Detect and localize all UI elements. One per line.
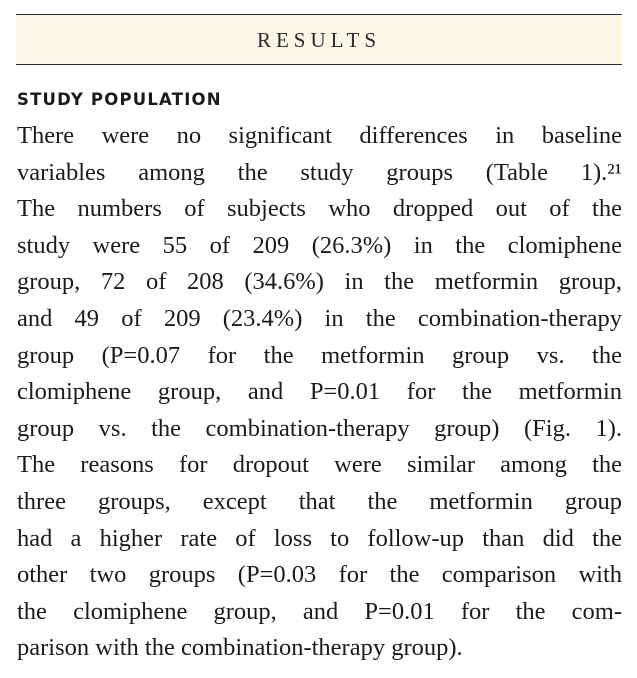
paragraph-line: three groups, except that the metformin group xyxy=(17,487,622,515)
paragraph-line: study were 55 of 209 (26.3%) in the clomiphene xyxy=(17,231,622,259)
paragraph-line: The numbers of subjects who dropped out of the xyxy=(17,195,622,223)
paragraph-line: other two groups (P=0.03 for the comparison with xyxy=(17,561,622,589)
results-banner xyxy=(16,14,622,65)
paragraph-line: parison with the combination-therapy group). xyxy=(17,634,463,662)
paragraph xyxy=(17,118,622,667)
paragraph-line: and 49 of 209 (23.4%) in the combination-therapy xyxy=(17,304,622,332)
paragraph-line: group, 72 of 208 (34.6%) in the metformin group, xyxy=(17,268,622,296)
paragraph-line: had a higher rate of loss to follow-up than did the xyxy=(17,524,622,552)
paragraph-line: There were no significant differences in baseline xyxy=(17,122,622,149)
results-title: RESULTS xyxy=(256,28,382,52)
paragraph-line: clomiphene group, and P=0.01 for the metformin xyxy=(17,378,622,406)
paragraph-line: group (P=0.07 for the metformin group vs. the xyxy=(17,341,622,369)
paragraph-line: The reasons for dropout were similar among the xyxy=(17,451,622,479)
paragraph-line: the clomiphene group, and P=0.01 for the com- xyxy=(17,597,622,625)
paragraph-line: variables among the study groups (Table 1).²¹ xyxy=(17,158,622,186)
paragraph-line: group vs. the combination-therapy group) (Fig. 1). xyxy=(17,414,622,442)
section-heading: STUDY POPULATION xyxy=(17,90,222,109)
